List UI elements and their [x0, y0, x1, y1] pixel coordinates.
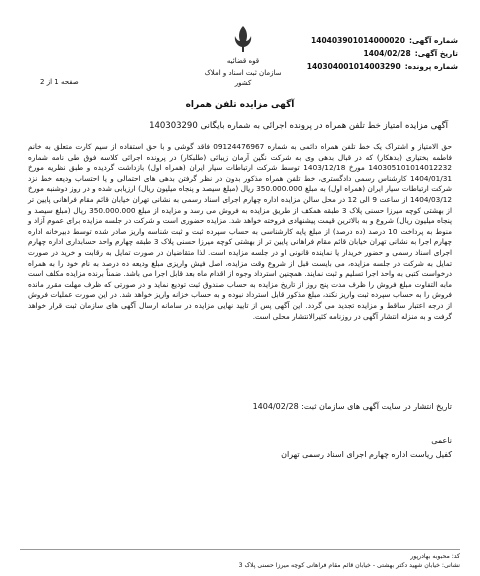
- notice-number-label: شماره آگهی:: [408, 36, 458, 45]
- organization-emblem: [200, 24, 286, 88]
- notice-date-row: [278, 47, 458, 60]
- publish-date-label: تاریخ انتشار در سایت آگهی های سازمان ثبت:: [301, 402, 452, 411]
- notice-body: حق الامتیاز و اشتراک یک خط تلفن همراه دائمی به شماره 09124476967 فاقد گوشی و با حق استفاده از سیم کارت متعلق به خانم فاطمه بختیاری (بدهکار) که در قبال بدهی وی به شرکت نگین آرمان زیبائی (طلبکار) در پرونده اجرائی کلاسه فوق طی نامه شماره 140305101014012232 مورخ 1403/12/18 توسط شرکت ارتباطات سیار ایران (همراه اول) بازداشت گردیده و طبق نظریه مورخ 1404/01/31 کارشناس رسمی دادگستری، خط تلفن همراه مذکور بدون در نظر گرفتن بدهی های احتمالی و یا احتساب ودیعه خط نزد شرکت ارتباطات سیار ایران (همراه اول) به مبلغ 350.000.000 ریال (مبلغ سیصد و پنجاه میلیون ریال) ارزیابی شده و در روز دوشنبه مورخ 1404/03/12 از ساعت 9 الی 12 در محل سالن مزایده اداره چهارم اجرای اسناد رسمی به نشانی تهران خیابان قائم مقام فراهانی پایین تر از بهشتی کوچه میرزا حسنی پلاک 3 طبقه همکف از طریق مزایده به فروش می رسد و مزایده از مبلغ 350.000.000 ریال (مبلغ سیصد و پنجاه میلیون ریال) شروع و به بالاترین قیمت پیشنهادی فروخته خواهد شد. مزایده حضوری است و شرکت در جلسه مزایده برای عموم آزاد و منوط به پرداخت 10 درصد (ده درصد) از مبلغ پایه کارشناسی به حساب سپرده ثبت و ثبت شناسه واریز صادر شده توسط دبیرخانه اداره چهارم اجرا به نشانی تهران خیابان قائم مقام فراهانی پایین تر از بهشتی کوچه میرزا حسنی پلاک 3 طبقه چهارم واحد حسابداری اداره چهارم اجرای اسناد رسمی و حضور خریدار یا نماینده قانونی او در جلسه مزایده است. لذا متقاضیان در صورت تمایل به رقابت و خرید در صورت تمایل به شرکت در جلسه مزایده، می بایست قبل از شروع وقت مزایده، اصل فیش واریزی مبلغ ودیعه ده درصد به نام خود را به همراه درخواست کتبی به واحد اجرا تسلیم و ثبت نمایند. همچنین استرداد وجوه از اقدام ماه بعد قابل اجرا می باشد. ضمناً برنده مزایده مکلف است مابه التفاوت مبلغ فروش را ظرف مدت پنج روز از تاریخ مزایده به حساب صندوق ثبت تودیع نماید و در صورتی که ظرف مهلت مقرر مانده فروش را به حساب سپرده ثبت واریز نکند، مبلغ مذکور قابل استرداد نبوده و به حساب خزانه واریز خواهد شد. در این صورت عملیات فروش از درجه اعتبار ساقط و مزایده تجدید می گردد. این آگهی پس از تایید نهایی مزایده در سامانه ارسال آگهی های سازمان ثبت قرار خواهد گرفت و به منزله انتشار آگهی در روزنامه کثیرالانتشار محلی است.: [28, 142, 453, 321]
- footer-row: [20, 552, 460, 561]
- publish-date: 1404/02/28: [252, 402, 299, 411]
- signer-title: کفیل ریاست اداره چهارم اجرای اسناد رسمی تهران: [281, 450, 452, 459]
- org-line2: سازمان ثبت اسناد و املاک کشور: [204, 69, 282, 87]
- page-number: صفحه 1 از 2: [40, 78, 79, 86]
- page-footer: [20, 549, 460, 570]
- notice-date: 1404/02/28: [363, 49, 411, 58]
- signer-name: ناعمی: [431, 436, 452, 445]
- notice-number-row: [278, 34, 458, 47]
- notice-number: 140403901014000020: [311, 36, 405, 45]
- emblem-icon: [230, 24, 256, 54]
- case-number-label: شماره پرونده:: [404, 62, 458, 71]
- notice-metadata: [278, 34, 458, 73]
- notice-subtitle: آگهی مزایده امتیاز خط تلفن همراه در پرونده اجرائی به شماره بایگانی 140303290: [149, 121, 448, 131]
- org-line1: قوه قضائیه: [226, 57, 260, 65]
- footer-cell-1: کد: محبوبه بهادرپور: [410, 553, 460, 560]
- footer-address: نشانی: خیابان شهید دکتر بهشتی - خیابان قائم مقام فراهانی کوچه میرزا حسنی پلاک 3: [238, 562, 460, 569]
- case-number: 140304001014003290: [306, 62, 401, 71]
- notice-title: آگهی مزایده تلفن همراه: [185, 100, 295, 110]
- publish-date-line: [253, 402, 452, 411]
- case-number-row: [278, 60, 458, 73]
- notice-date-label: تاریخ آگهی:: [414, 49, 458, 58]
